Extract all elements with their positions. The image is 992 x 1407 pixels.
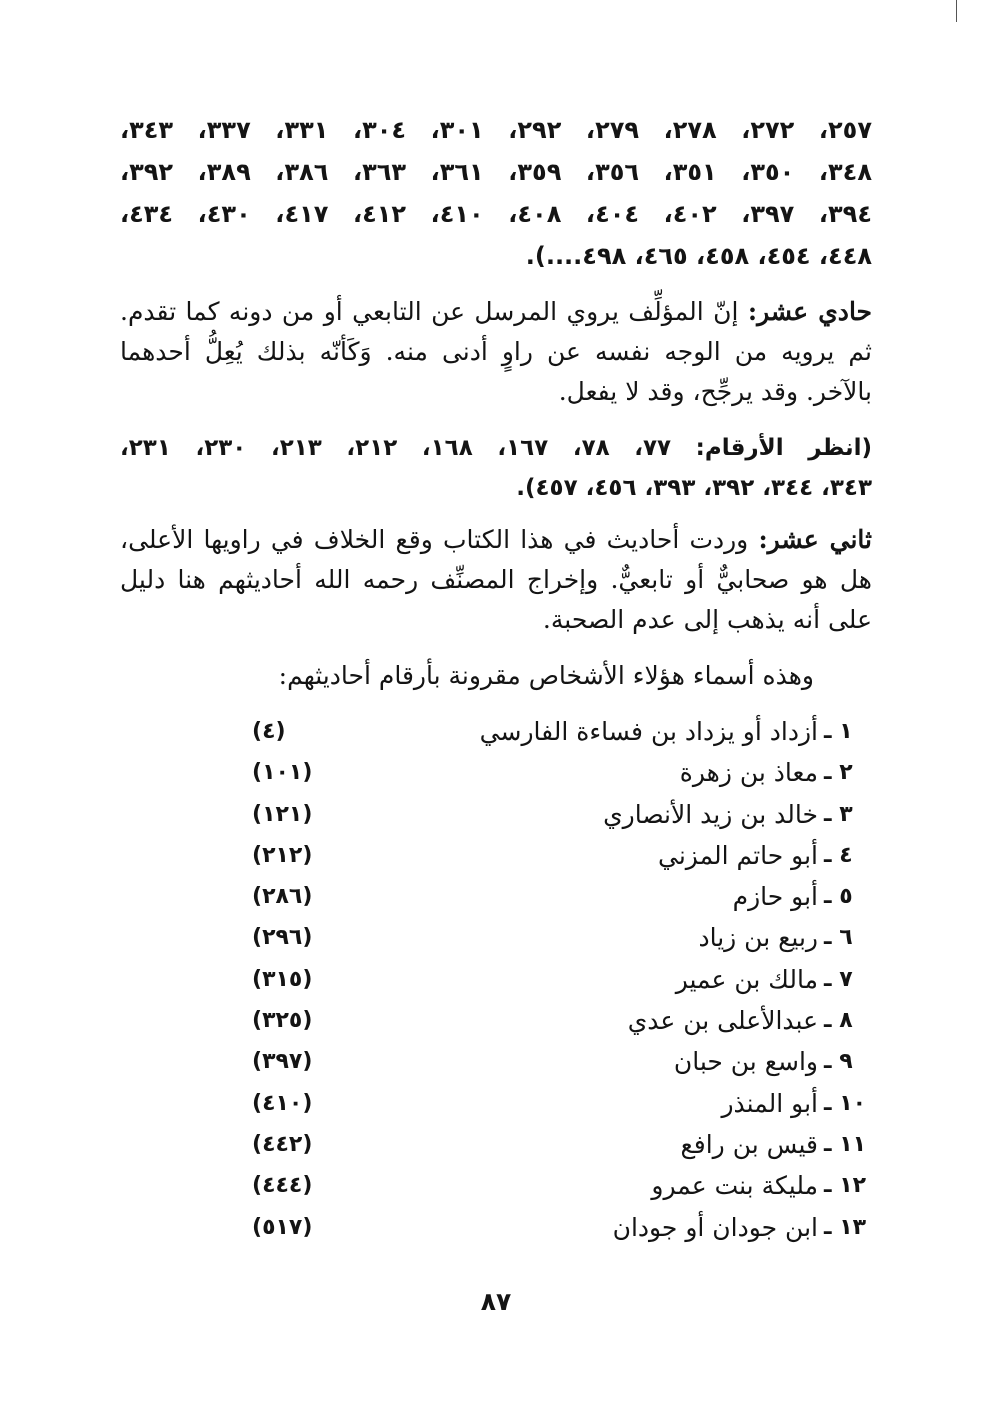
item-number: ٤ ـ [824,842,853,868]
person-name: قيس بن رافع [680,1129,818,1159]
section-eleven-references [120,428,872,508]
person-name: مالك بن عمير [675,964,818,994]
section-eleven-body: إنّ المؤلِّف يروي المرسل عن التابعي أو من دونه كما تقدم. ثم يرويه من الوجه نفسه عن راوٍ أدنى منه. وَكَأنّه بذلك يُعِلُّ أحدهما بالآخر. وقد يرجِّح، وقد لا يفعل. [120,297,872,406]
item-number: ١٢ ـ [824,1173,867,1199]
person-name: واسع بن حبان [673,1047,818,1077]
section-twelve-body: وردت أحاديث في هذا الكتاب وقع الخلاف في راويها الأعلى، هل هو صحابيٌّ أو تابعيٌّ. وإخراج المصنِّف رحمه الله أحاديثهم هنا دليل على أنه يذهب إلى عدم الصحبة. [120,525,872,634]
number-list-line: ٤٤٨، ٤٥٤، ٤٥٨، ٤٦٥، ٤٩٨....). [525,242,872,270]
hadith-reference: (٥١٧) [252,1214,313,1240]
list-item [120,836,872,877]
reference-line: ٣٤٣، ٣٤٤، ٣٩٢، ٣٩٣، ٤٥٦، ٤٥٧). [516,475,872,501]
person-name: عبدالأعلى بن عدي [627,1006,818,1036]
number-list-line: ٣٤٨، ٣٥٠، ٣٥١، ٣٥٦، ٣٥٩، ٣٦١، ٣٦٣، ٣٨٦، ٣٨٩، ٣٩٢، [120,158,872,186]
person-name: أبو حازم [732,882,818,912]
number-list-line: ٣٩٤، ٣٩٧، ٤٠٢، ٤٠٤، ٤٠٨، ٤١٠، ٤١٢، ٤١٧، ٤٣٠، ٤٣٤، [120,200,872,228]
person-name: خالد بن زيد الأنصاري [603,799,818,829]
section-eleven-heading: حادي عشر: [747,297,873,326]
list-item [120,960,872,1001]
hadith-reference: (٢٨٦) [252,884,313,910]
hadith-reference: (٣٩٧) [252,1049,313,1075]
hadith-reference: (٤١٠) [252,1090,313,1116]
page-corner-mark [956,0,957,22]
list-item [120,1042,872,1083]
item-number: ٧ ـ [824,966,853,992]
person-name: أزداد أو يزداد بن فساءة الفارسي [479,717,818,746]
list-item [120,1166,872,1207]
hadith-reference: (٣٢٥) [252,1008,313,1034]
hadith-reference: (٤) [252,719,286,744]
person-name: أبو المنذر [721,1088,818,1118]
person-name: أبو حاتم المزني [658,840,818,870]
list-item [120,877,872,918]
list-item [120,1001,872,1042]
reference-line: (انظر الأرقام: ٧٧، ٧٨، ١٦٧، ١٦٨، ٢١٢، ٢١٣، ٢٣٠، ٢٣١، [120,435,873,461]
person-name: مليكة بنت عمرو [651,1171,818,1201]
item-number: ٣ ـ [824,801,853,827]
hadith-reference: (١٠١) [252,760,313,786]
person-name: معاذ بن زهرة [679,758,818,788]
page-number: ٨٧ [480,1287,512,1316]
section-eleven-paragraph [120,292,872,412]
item-number: ٦ ـ [824,925,853,951]
list-item [120,1084,872,1125]
number-list-line: ٢٥٧، ٢٧٢، ٢٧٨، ٢٧٩، ٢٩٢، ٣٠١، ٣٠٤، ٣٣١، ٣٣٧، ٣٤٣، [120,116,872,144]
list-item [120,753,872,794]
item-number: ١ ـ [824,719,853,744]
item-number: ٩ ـ [824,1049,853,1075]
list-item [120,1208,872,1249]
list-intro: وهذه أسماء هؤلاء الأشخاص مقرونة بأرقام أحاديثهم: [278,661,814,690]
section-twelve-heading: ثاني عشر: [758,525,872,554]
item-number: ١٠ ـ [824,1090,867,1116]
list-item [120,918,872,959]
hadith-reference: (٢١٢) [252,842,313,868]
hadith-reference: (٤٤٤) [252,1173,313,1199]
hadith-reference: (٣١٥) [252,966,313,992]
item-number: ٨ ـ [824,1008,853,1034]
hadith-reference: (٤٤٢) [252,1131,313,1157]
persons-list [120,712,872,1249]
list-item [120,712,872,753]
item-number: ٥ ـ [824,884,853,910]
list-item [120,1125,872,1166]
item-number: ٢ ـ [824,760,853,786]
person-name: ابن جودان أو جودان [612,1212,818,1242]
hadith-reference: (١٢١) [252,801,313,827]
hadith-reference: (٢٩٦) [252,925,313,951]
list-item [120,795,872,836]
person-name: ربيع بن زياد [698,923,818,953]
item-number: ١١ ـ [824,1131,867,1157]
item-number: ١٣ ـ [824,1214,867,1240]
section-twelve-paragraph [120,520,872,640]
